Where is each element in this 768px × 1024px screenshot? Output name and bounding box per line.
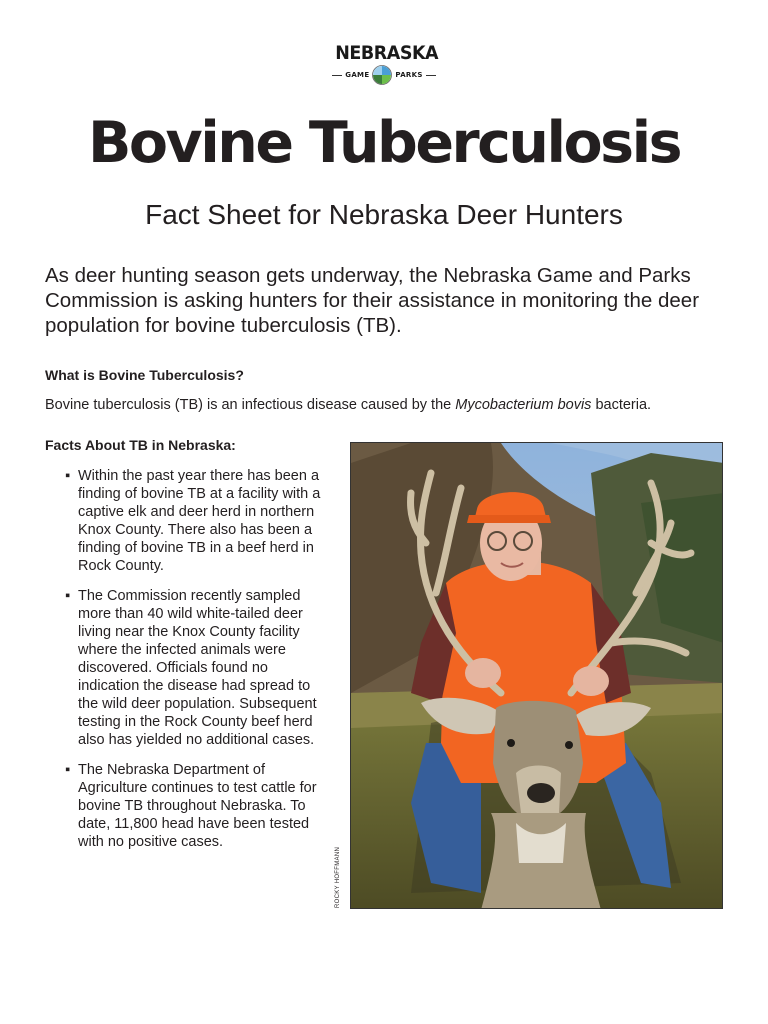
photo-illustration [351,443,723,909]
list-item [65,587,327,749]
deer-nose [527,783,555,803]
what-is-body [45,395,735,415]
page-subtitle: Fact Sheet for Nebraska Deer Hunters [145,199,623,230]
fact-text: The Commission recently sampled more than 40 wild white-tailed deer living near the Knox County facility where the infected animals were discovered. Officials found no indication the disease had spread to the wild deer population. Subsequent testing in the Rock County beef herd also has yielded no additional cases. [78,588,317,748]
bacteria-name: Mycobacterium bovis [455,397,592,413]
hunter-with-deer-photo [350,442,723,909]
bullet-icon: ▪ [65,588,71,604]
game-and-parks-emblem-icon [372,65,392,85]
logo-subline [331,65,437,85]
bullet-icon: ▪ [65,468,71,484]
intro-paragraph: As deer hunting season gets underway, the Nebraska Game and Parks Commission is asking hunters for their assistance in monitoring the deer population for bovine tuberculosis (TB). [45,264,700,337]
photo-credit [332,842,346,912]
facts-heading: Facts About TB in Nebraska: [45,437,236,453]
fact-text: The Nebraska Department of Agriculture continues to test cattle for bovine TB throughout Nebraska. To date, 11,800 head have been tested with no positive cases. [78,762,317,850]
list-item [65,761,327,851]
logo-left-word: GAME [345,71,370,79]
photo-credit-text: ROCKY HOFFMANN [335,846,341,908]
logo-divider [332,75,342,76]
fact-text: Within the past year there has been a finding of bovine TB at a facility with a captive elk and deer herd in northern Knox County. There also has been a finding of bovine TB in a beef herd in Rock County. [78,468,321,574]
what-is-heading: What is Bovine Tuberculosis? [45,367,244,383]
list-item [65,467,327,575]
what-is-text-start: Bovine tuberculosis (TB) is an infectious disease caused by the [45,397,456,413]
what-is-text-end: bacteria. [591,397,652,413]
page-title: Bovine Tuberculosis [87,110,681,176]
logo-right-word: PARKS [395,71,423,79]
logo-name: NEBRASKA [335,42,439,64]
nebraska-game-parks-logo [331,42,437,86]
bullet-icon: ▪ [65,762,71,778]
logo-divider [426,75,436,76]
facts-list [65,467,327,863]
